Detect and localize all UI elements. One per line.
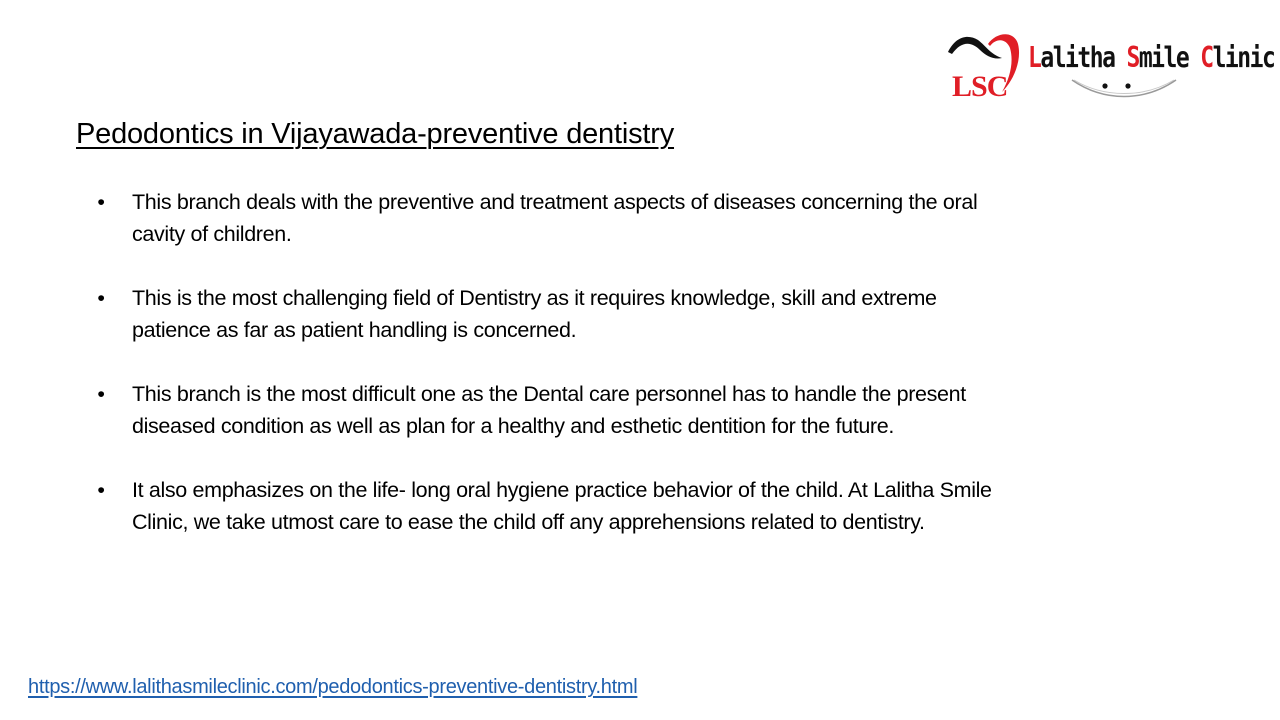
bullet-icon: • — [97, 190, 105, 214]
logo-cap-c: C — [1200, 42, 1213, 75]
clinic-name — [1028, 42, 1274, 75]
svg-text:LSC: LSC — [952, 70, 1008, 102]
bullet-item — [96, 474, 1016, 538]
bullet-text: This branch is the most difficult one as the Dental care personnel has to handle the present diseased condition as well as plan for a healthy and esthetic dentition for the future. — [132, 382, 966, 438]
logo-word-linic: linic — [1212, 42, 1275, 75]
bullet-text: It also emphasizes on the life- long oral hygiene practice behavior of the child. At Lalitha Smile Clinic, we take utmost care to ease the child off any apprehensions related to dentistry. — [132, 478, 992, 534]
bullet-item — [96, 282, 1016, 346]
bullet-item — [96, 186, 1016, 250]
bullet-icon: • — [97, 478, 105, 502]
bullet-list — [96, 186, 1016, 570]
logo-cap-s: S — [1126, 42, 1139, 75]
bullet-icon: • — [97, 382, 105, 406]
clinic-logo — [944, 30, 1275, 102]
bullet-text: This is the most challenging field of Dentistry as it requires knowledge, skill and extreme patience as far as patient handling is concerned. — [132, 286, 937, 342]
logo-cap-l: L — [1028, 42, 1041, 75]
bullet-text: This branch deals with the preventive and treatment aspects of diseases concerning the oral cavity of children. — [132, 190, 978, 246]
logo-word-alitha: alitha — [1040, 42, 1115, 75]
bullet-item — [96, 378, 1016, 442]
source-url-link[interactable]: https://www.lalithasmileclinic.com/pedodontics-preventive-dentistry.html — [28, 676, 638, 698]
logo-word-mile: mile — [1138, 42, 1189, 75]
bullet-icon: • — [97, 286, 105, 310]
slide-title: Pedodontics in Vijayawada-preventive dentistry — [76, 118, 675, 150]
